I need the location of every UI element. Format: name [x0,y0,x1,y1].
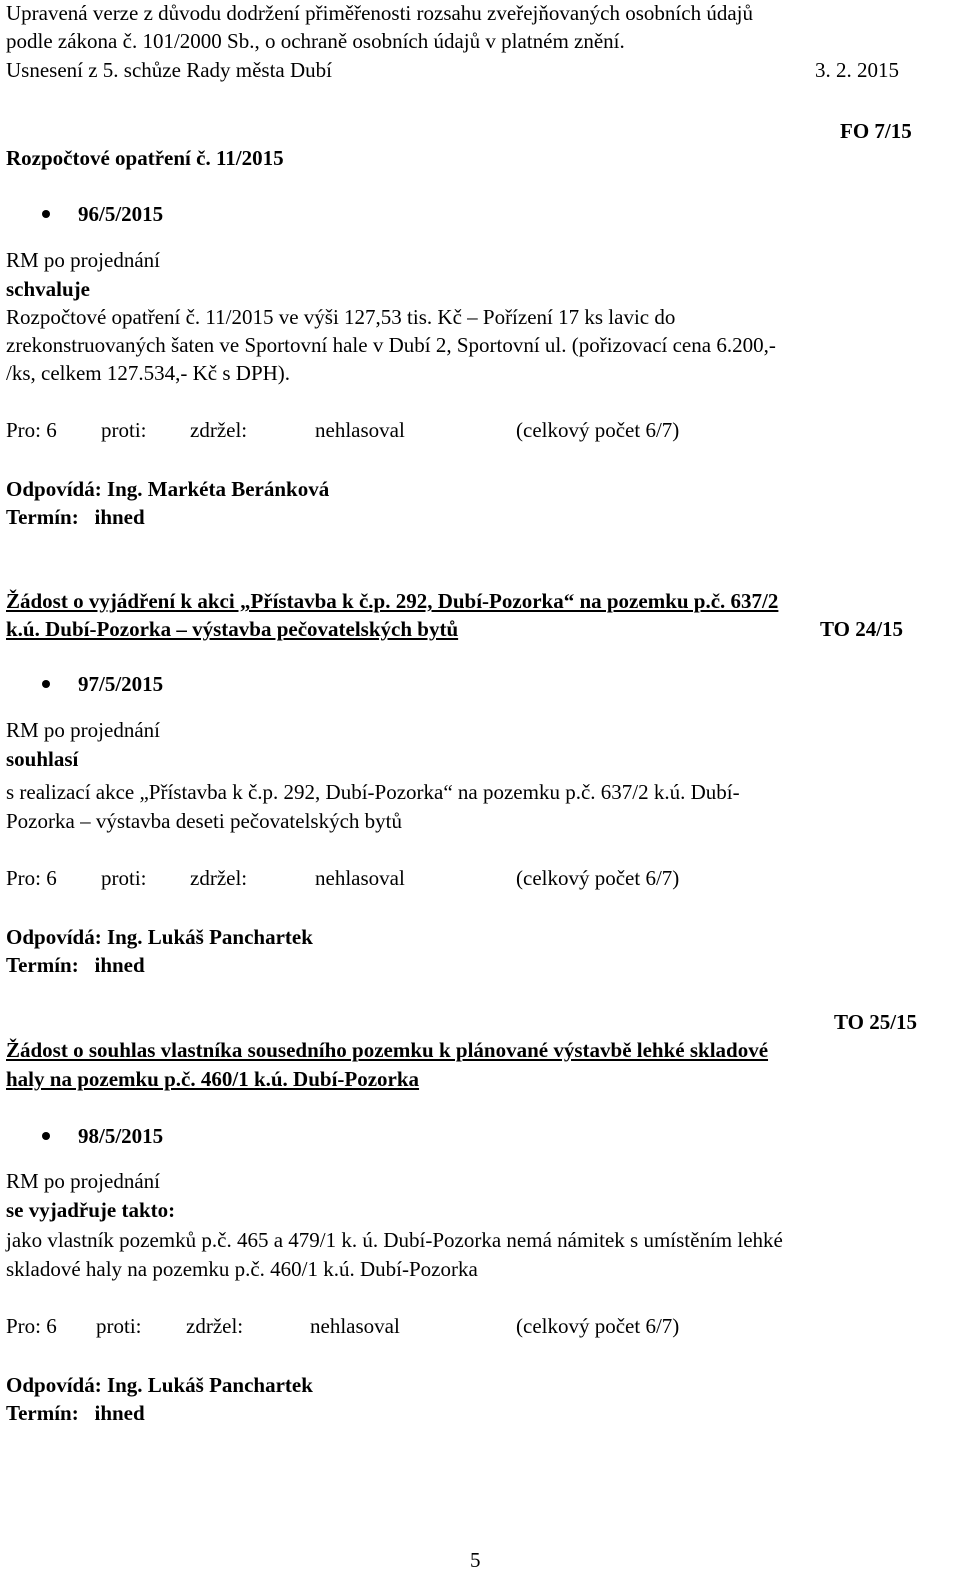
bullet-icon [42,680,50,688]
resolution-date: 3. 2. 2015 [815,58,899,82]
item-code: TO 25/15 [834,1010,918,1034]
deadline-label: Termín: [6,1401,79,1425]
deadline [6,1400,145,1426]
vote-nehlasoval: nehlasoval [315,866,405,890]
vote-total: (celkový počet 6/7) [516,1314,680,1338]
vote-pro: Pro: 6 [6,418,57,442]
vote-pro: Pro: 6 [6,866,57,890]
resolution-text: skladové haly na pozemku p.č. 460/1 k.ú. Dubí-Pozorka [6,1257,478,1281]
vote-nehlasoval: nehlasoval [315,418,405,442]
vote-result [0,1313,960,1339]
item-title: haly na pozemku p.č. 460/1 k.ú. Dubí-Pozorka [6,1067,420,1091]
responsible [6,1372,313,1398]
responsible-name: Ing. Markéta Beránková [106,477,330,501]
deadline-value: ihned [94,505,145,529]
resolution-text: s realizací akce „Přístavba k č.p. 292, Dubí-Pozorka“ na pozemku p.č. 637/2 k.ú. Dubí- [6,780,740,804]
vote-proti: proti: [101,418,147,442]
item-title: Rozpočtové opatření č. 11/2015 [6,146,284,170]
vote-zdrzel: zdržel: [186,1314,244,1338]
item-code: TO 24/15 [820,617,904,641]
vote-proti: proti: [101,866,147,890]
vote-result [0,865,960,891]
vote-total: (celkový počet 6/7) [516,866,680,890]
resolution-text: Rozpočtové opatření č. 11/2015 ve výši 127,53 tis. Kč – Pořízení 17 ks lavic do [6,305,676,329]
resolution-intro: RM po projednání [6,718,160,742]
resolution-number: 97/5/2015 [78,672,164,696]
resolution-text: zrekonstruovaných šaten ve Sportovní hale v Dubí 2, Sportovní ul. (pořizovací cena 6.200,- [6,333,776,357]
bullet-icon [42,210,50,218]
vote-total: (celkový počet 6/7) [516,418,680,442]
page-number: 5 [470,1548,481,1572]
deadline-label: Termín: [6,953,79,977]
resolution-verb: souhlasí [6,747,79,771]
deadline [6,504,145,530]
resolution-intro: RM po projednání [6,248,160,272]
responsible-label: Odpovídá: [6,1373,102,1397]
responsible-label: Odpovídá: [6,477,102,501]
responsible-name: Ing. Lukáš Panchartek [106,1373,313,1397]
item-code: FO 7/15 [840,119,912,143]
vote-result [0,417,960,443]
vote-zdrzel: zdržel: [190,866,248,890]
resolution-number: 96/5/2015 [78,202,164,226]
responsible [6,476,329,502]
resolution-verb: se vyjadřuje takto: [6,1198,176,1222]
resolution-text: Pozorka – výstavba deseti pečovatelských bytů [6,809,402,833]
resolution-text: /ks, celkem 127.534,- Kč s DPH). [6,361,291,385]
vote-proti: proti: [96,1314,142,1338]
deadline-value: ihned [94,953,145,977]
item-title: k.ú. Dubí-Pozorka – výstavba pečovatelských bytů [6,617,459,641]
deadline-label: Termín: [6,505,79,529]
responsible-label: Odpovídá: [6,925,102,949]
resolution-title: Usnesení z 5. schůze Rady města Dubí [6,58,333,82]
vote-zdrzel: zdržel: [190,418,248,442]
vote-pro: Pro: 6 [6,1314,57,1338]
deadline [6,952,145,978]
item-title: Žádost o vyjádření k akci „Přístavba k č.p. 292, Dubí-Pozorka“ na pozemku p.č. 637/2 [6,589,779,613]
item-title: Žádost o souhlas vlastníka sousedního pozemku k plánované výstavbě lehké skladové [6,1038,769,1062]
deadline-value: ihned [94,1401,145,1425]
responsible [6,924,313,950]
resolution-number: 98/5/2015 [78,1124,164,1148]
resolution-intro: RM po projednání [6,1169,160,1193]
anonymization-note: podle zákona č. 101/2000 Sb., o ochraně osobních údajů v platném znění. [6,29,625,53]
vote-nehlasoval: nehlasoval [310,1314,400,1338]
resolution-text: jako vlastník pozemků p.č. 465 a 479/1 k. ú. Dubí-Pozorka nemá námitek s umístěním lehké [6,1228,783,1252]
anonymization-note: Upravená verze z důvodu dodržení přiměřenosti rozsahu zveřejňovaných osobních údajů [6,1,753,25]
responsible-name: Ing. Lukáš Panchartek [106,925,313,949]
resolution-verb: schvaluje [6,277,90,301]
bullet-icon [42,1132,50,1140]
